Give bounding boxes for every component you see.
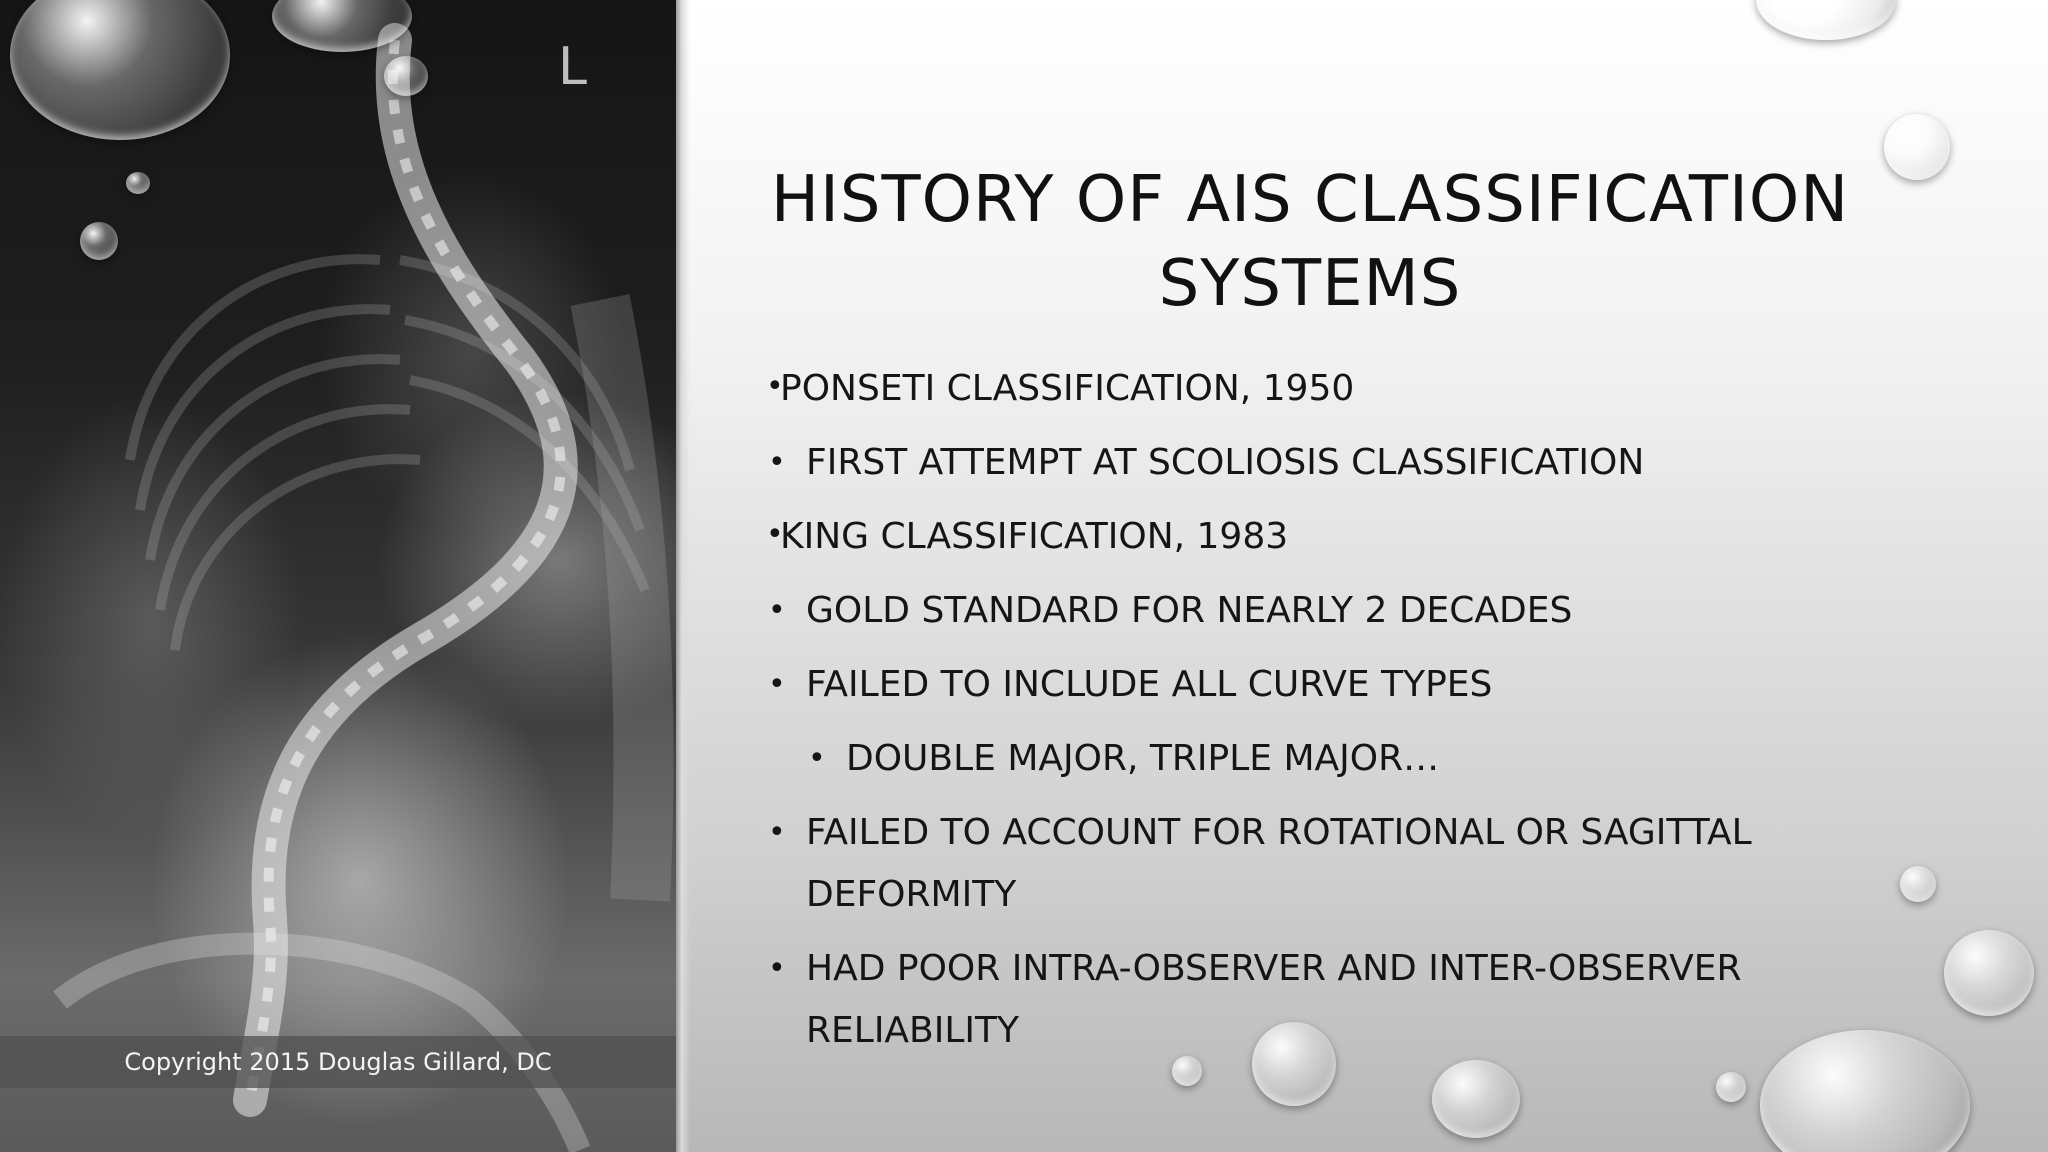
bullet-marker: • [808, 741, 826, 776]
bullet-text: FAILED TO INCLUDE ALL CURVE TYPES [806, 664, 1493, 705]
water-drop-decoration [1172, 1056, 1202, 1086]
bullet-item [766, 802, 1966, 864]
slide-title-line-1: HISTORY OF AIS CLASSIFICATION [770, 163, 1850, 237]
bullet-item [766, 654, 1966, 716]
slide-title [740, 158, 1880, 326]
water-drop-decoration [80, 222, 118, 260]
water-drop-decoration [384, 56, 428, 96]
bullet-marker: • [766, 517, 784, 552]
copyright-text: Copyright 2015 Douglas Gillard, DC [124, 1048, 552, 1076]
water-drop-decoration [1432, 1060, 1520, 1138]
bullet-item [766, 938, 1966, 1000]
bullet-text: GOLD STANDARD FOR NEARLY 2 DECADES [806, 590, 1573, 631]
water-drop-decoration [1252, 1022, 1336, 1106]
bullet-marker: • [768, 951, 786, 986]
water-drop-decoration [1944, 930, 2034, 1016]
water-drop-decoration [126, 172, 150, 194]
water-drop-decoration [1716, 1072, 1746, 1102]
bullet-marker: • [768, 593, 786, 628]
bullet-text: KING CLASSIFICATION, 1983 [780, 516, 1289, 557]
xray-image [0, 0, 676, 1152]
bullet-list [766, 358, 1966, 1062]
bullet-item [766, 580, 1966, 642]
bullet-item [766, 506, 1966, 568]
bullet-text: DOUBLE MAJOR, TRIPLE MAJOR… [846, 738, 1440, 779]
panel-divider [676, 0, 690, 1152]
water-drop-decoration [1756, 0, 1896, 40]
bullet-marker: • [766, 369, 784, 404]
bullet-marker: • [768, 667, 786, 702]
xray-drawing [0, 0, 676, 1152]
bullet-text: HAD POOR INTRA-OBSERVER AND INTER-OBSERVER [806, 948, 1742, 989]
bullet-text: FAILED TO ACCOUNT FOR ROTATIONAL OR SAGITTAL [806, 812, 1752, 853]
bullet-marker: • [768, 815, 786, 850]
water-drop-decoration [1900, 866, 1936, 902]
bullet-continuation: DEFORMITY [806, 874, 1017, 915]
slide-title-line-2: SYSTEMS [1158, 247, 1462, 321]
bullet-item [766, 432, 1966, 494]
bullet-text: PONSETI CLASSIFICATION, 1950 [780, 368, 1355, 409]
xray-l-marker: L [558, 37, 587, 97]
bullet-marker: • [768, 445, 786, 480]
bullet-text: FIRST ATTEMPT AT SCOLIOSIS CLASSIFICATION [806, 442, 1645, 483]
bullet-item [766, 358, 1966, 420]
water-drop-decoration [1884, 114, 1950, 180]
bullet-item [766, 728, 1966, 790]
bullet-continuation: RELIABILITY [806, 1010, 1020, 1051]
